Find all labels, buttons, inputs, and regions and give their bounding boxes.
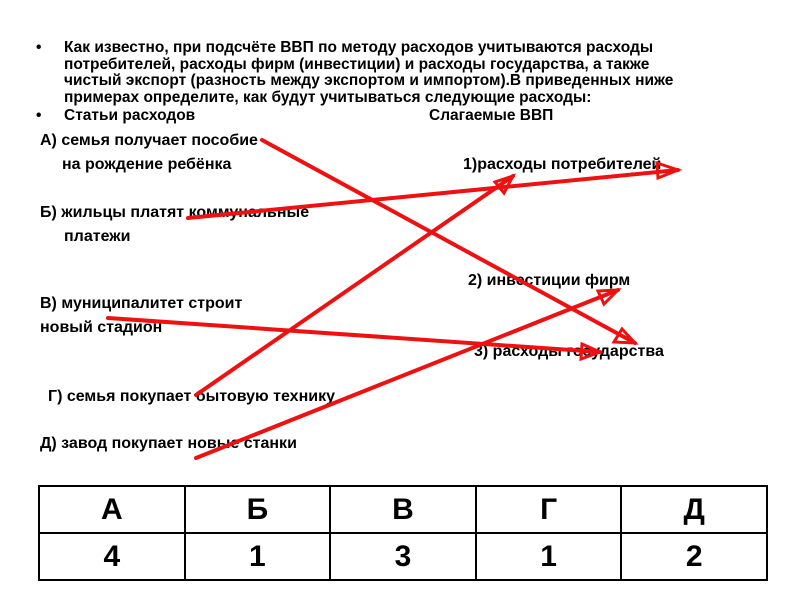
answer-table-header-row	[39, 486, 767, 533]
bullet-dot-icon: •	[36, 39, 42, 56]
arrowhead-icon	[598, 290, 618, 304]
intro-bullet	[36, 40, 776, 106]
gdp-term-3: 3) расходы государства	[474, 343, 664, 360]
answer-value-cell: 2	[621, 533, 767, 580]
answer-value-cell: 4	[39, 533, 185, 580]
answer-header-cell: А	[39, 486, 185, 533]
expense-item-a	[40, 129, 258, 177]
column-headers	[36, 107, 776, 125]
header-expense-items: Статьи расходов	[64, 107, 196, 124]
expense-item-b	[40, 201, 309, 249]
expense-item-d	[40, 432, 297, 456]
expense-item-line: В) муниципалитет строит	[40, 295, 243, 312]
arrowhead-icon	[495, 176, 513, 193]
bullet-list	[36, 40, 776, 125]
expense-item-g	[48, 385, 335, 409]
answer-header-cell: Д	[621, 486, 767, 533]
expense-item-line: платежи	[64, 228, 131, 245]
expense-item-v	[40, 292, 242, 340]
expense-item-line: Б) жильцы платят коммунальные	[40, 204, 310, 221]
expense-item-line: Г) семья покупает бытовую технику	[48, 388, 335, 405]
answer-header-cell: В	[330, 486, 476, 533]
gdp-term-1: 1)расходы потребителей	[463, 156, 662, 173]
expense-item-line: на рождение ребёнка	[62, 156, 232, 173]
expense-item-line: А) семья получает пособие	[40, 132, 258, 149]
answer-value-cell: 1	[185, 533, 331, 580]
answer-value-cell: 3	[330, 533, 476, 580]
gdp-term-2: 2) инвестиции фирм	[468, 272, 631, 289]
intro-line: Как известно, при подсчёте ВВП по методу расходов учитываются расходы	[64, 39, 654, 56]
header-gdp-components: Слагаемые ВВП	[429, 107, 554, 124]
answer-value-cell: 1	[476, 533, 622, 580]
intro-line: чистый экспорт (разность между экспортом и импортом).В приведенных ниже	[64, 72, 674, 89]
intro-line: примерах определите, как будут учитываться следующие расходы:	[64, 88, 592, 106]
bullet-dot-icon: •	[36, 107, 42, 124]
expense-item-line: Д) завод покупает новые станки	[40, 435, 297, 452]
answer-header-cell: Г	[476, 486, 622, 533]
expense-item-line: новый стадион	[40, 319, 163, 336]
answer-table-value-row	[39, 533, 767, 580]
answer-header-cell: Б	[185, 486, 331, 533]
answer-table	[38, 485, 768, 581]
intro-line: потребителей, расходы фирм (инвестиции) и расходы государства, а также	[64, 55, 650, 73]
